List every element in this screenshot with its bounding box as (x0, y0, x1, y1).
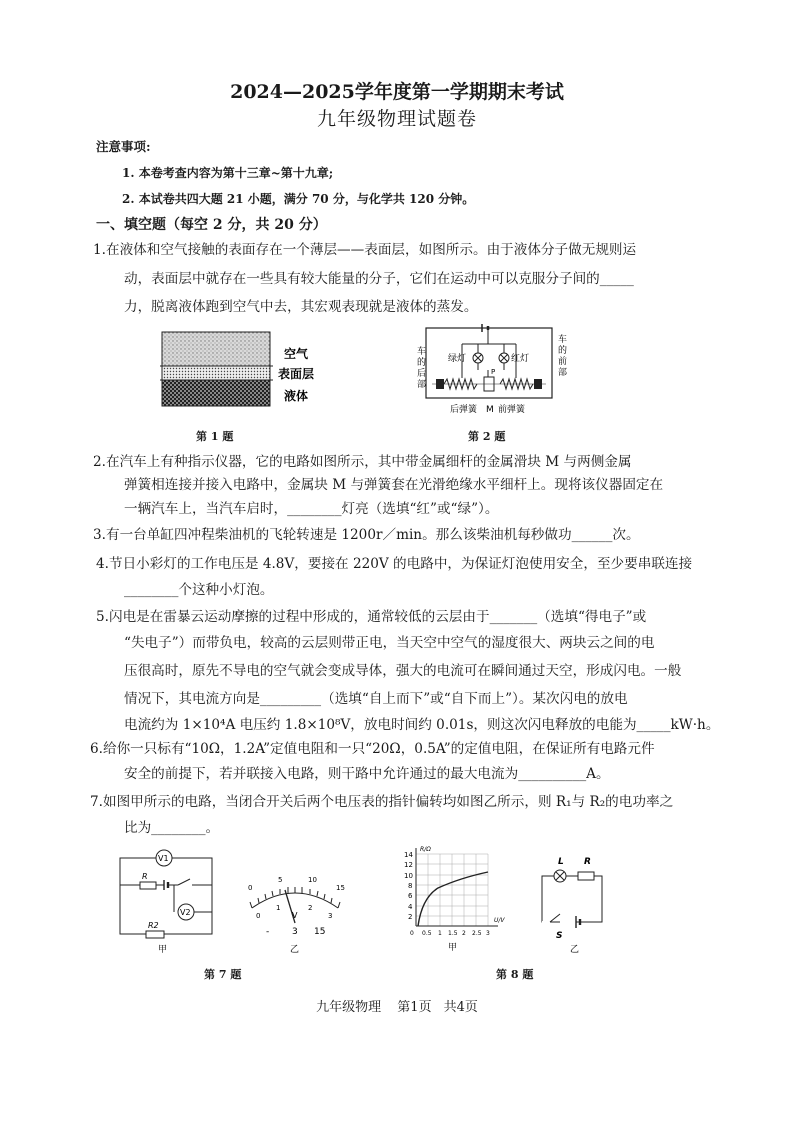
exam-title: 2024—2025学年度第一学期期末考试 (230, 81, 564, 103)
q5-line-2: “失电子”）而带负电，较高的云层则带正电，当天空中空气的湿度很大、两块云之间的电 (124, 635, 655, 651)
q5-line-5: 电流约为 1×10⁴A 电压约 1.8×10⁸V，放电时间约 0.01s，则这次闪电释放的电能为_____kW·h。 (124, 717, 720, 733)
fig7-dial-tick-15: 15 (336, 884, 345, 892)
fig2-caption: 第 2 题 (468, 430, 506, 443)
q4-line-2: ________个这种小灯泡。 (124, 582, 274, 598)
note-item-1: 1. 本卷考查内容为第十三章~第十九章; (122, 166, 334, 180)
q5-line-1: 5.闪电是在雷暴云运动摩擦的过程中形成的，通常较低的云层由于_______（选填“得电子”或 (96, 609, 647, 625)
fig7-dial-tick-10: 10 (308, 876, 317, 884)
fig8-ytick-6: 6 (408, 892, 413, 900)
q1-line-3: 力，脱离液体跑到空气中去，其宏观表现就是液体的蒸发。 (124, 299, 478, 315)
q3-line-1: 3.有一台单缸四冲程柴油机的飞轮转速是 1200r／min。那么该柴油机每秒做功______次。 (93, 527, 640, 543)
exam-subtitle: 九年级物理试题卷 (316, 108, 477, 130)
fig1-air-label: 空气 (284, 347, 309, 361)
fig7-caption: 第 7 题 (204, 968, 242, 981)
fig8-xtick-0: 0 (410, 930, 414, 937)
fig2-red-label: 红灯 (511, 354, 530, 364)
fig2-green-label: 绿灯 (448, 354, 467, 364)
fig2-front-spring-label: 前弹簧 (498, 405, 526, 415)
figure-2-car-indicator-circuit (418, 322, 586, 422)
fig8-res-label: R (584, 857, 591, 867)
page-footer (0, 996, 794, 1015)
q6-line-1: 6.给你一只标有“10Ω，1.2A”定值电阻和一只“20Ω，0.5A”的定值电阻，在保证所有电路元件 (90, 741, 655, 757)
fig8-caption: 第 8 题 (496, 968, 534, 981)
fig2-pin-label: P (491, 368, 496, 376)
fig7-terminal-minus: - (266, 927, 270, 937)
figure-8-graph (398, 842, 522, 956)
fig8-xtick-1: 1 (438, 930, 442, 937)
section-heading: 一、填空题（每空 2 分，共 20 分） (96, 217, 327, 233)
figure-7-voltmeter-dial (240, 868, 350, 958)
q1-line-1: 1.在液体和空气接触的表面存在一个薄层——表面层，如图所示。由于液体分子做无规则运 (93, 242, 637, 258)
fig8-ytick-12: 12 (404, 861, 413, 869)
q7-line-2: 比为________。 (124, 820, 220, 836)
fig2-rear-label: 车的后部 (417, 347, 427, 390)
fig8-xtick-3: 3 (486, 930, 490, 937)
fig7-v1-label: V1 (158, 854, 169, 863)
fig8-jia-label: 甲 (448, 943, 458, 953)
q5-line-3: 压很高时，原先不导电的空气就会变成导体，强大的电流可在瞬间通过天空，形成闪电。一般 (124, 663, 682, 679)
fig7-unit: V (292, 911, 298, 920)
fig8-ytick-10: 10 (404, 872, 413, 880)
fig8-lamp-label: L (558, 857, 564, 867)
fig7-yi-label: 乙 (290, 945, 300, 955)
q1-line-2: 动，表面层中就存在一些具有较大能量的分子，它们在运动中可以克服分子间的_____ (124, 271, 634, 287)
fig7-jia-label: 甲 (158, 945, 168, 955)
fig1-surface-label: 表面层 (278, 367, 315, 381)
footer-total: 共4页 (443, 1000, 478, 1015)
q2-line-3: 一辆汽车上，当汽车启时，________灯亮（选填“红”或“绿”）。 (124, 501, 499, 517)
fig7-r-label: R (142, 872, 148, 881)
fig7-terminal-3: 3 (292, 927, 298, 937)
fig1-caption: 第 1 题 (196, 430, 234, 443)
fig7-dial-low-3: 3 (328, 912, 333, 920)
fig8-ylabel: R/Ω (420, 846, 431, 853)
fig8-xtick-2: 2 (462, 930, 466, 937)
fig8-xtick-05: 0.5 (422, 930, 432, 937)
fig7-dial-tick-5: 5 (278, 876, 283, 884)
notes-heading: 注意事项: (96, 139, 151, 154)
fig7-v2-label: V2 (180, 908, 191, 917)
fig2-front-label: 车的前部 (558, 335, 568, 378)
q2-line-2: 弹簧相连接并接入电路中，金属块 M 与弹簧套在光滑绝缘水平细杆上。现将该仪器固定在 (124, 477, 664, 493)
fig8-xlabel: U/V (494, 917, 505, 924)
fig7-terminal-15: 15 (314, 927, 326, 937)
fig8-xtick-25: 2.5 (472, 930, 482, 937)
fig1-liquid-label: 液体 (284, 389, 309, 403)
fig8-ytick-14: 14 (404, 851, 413, 859)
fig8-ytick-4: 4 (408, 903, 413, 911)
figure-8-circuit (536, 852, 616, 956)
figure-1-surface-layer (160, 328, 330, 418)
fig8-ytick-2: 2 (408, 913, 413, 921)
footer-page: 第1页 (397, 1000, 432, 1015)
q5-line-4: 情况下，其电流方向是_________（选填“自上而下”或“自下而上”）。某次闪电的放电 (124, 691, 628, 707)
fig7-dial-tick-0: 0 (248, 884, 253, 892)
fig8-ytick-8: 8 (408, 882, 413, 890)
fig8-yi-label: 乙 (570, 945, 580, 955)
fig7-dial-low-2: 2 (308, 904, 313, 912)
figure-7-circuit (112, 848, 222, 958)
q2-line-1: 2.在汽车上有种指示仪器，它的电路如图所示，其中带金属细杆的金属滑块 M 与两侧金属 (93, 454, 632, 470)
fig7-r2-label: R2 (148, 921, 159, 930)
note-item-2: 2. 本试卷共四大题 21 小题，满分 70 分，与化学共 120 分钟。 (122, 192, 475, 206)
fig8-switch-label: S (556, 931, 563, 941)
fig2-rear-spring-label: 后弹簧 (450, 405, 478, 415)
fig8-xtick-15: 1.5 (448, 930, 458, 937)
footer-subject: 九年级物理 (316, 1000, 382, 1015)
q6-line-2: 安全的前提下，若并联接入电路，则干路中允许通过的最大电流为__________A。 (124, 766, 610, 782)
fig7-dial-low-1: 1 (276, 904, 281, 912)
q4-line-1: 4.节日小彩灯的工作电压是 4.8V，要接在 220V 的电路中，为保证灯泡使用安全，至少要串联连接 (96, 556, 693, 572)
q7-line-1: 7.如图甲所示的电路，当闭合开关后两个电压表的指针偏转均如图乙所示，则 R₁与 R₂的电功率之 (90, 794, 674, 810)
fig2-block-label: M (486, 405, 494, 415)
fig7-dial-low-0: 0 (256, 912, 261, 920)
